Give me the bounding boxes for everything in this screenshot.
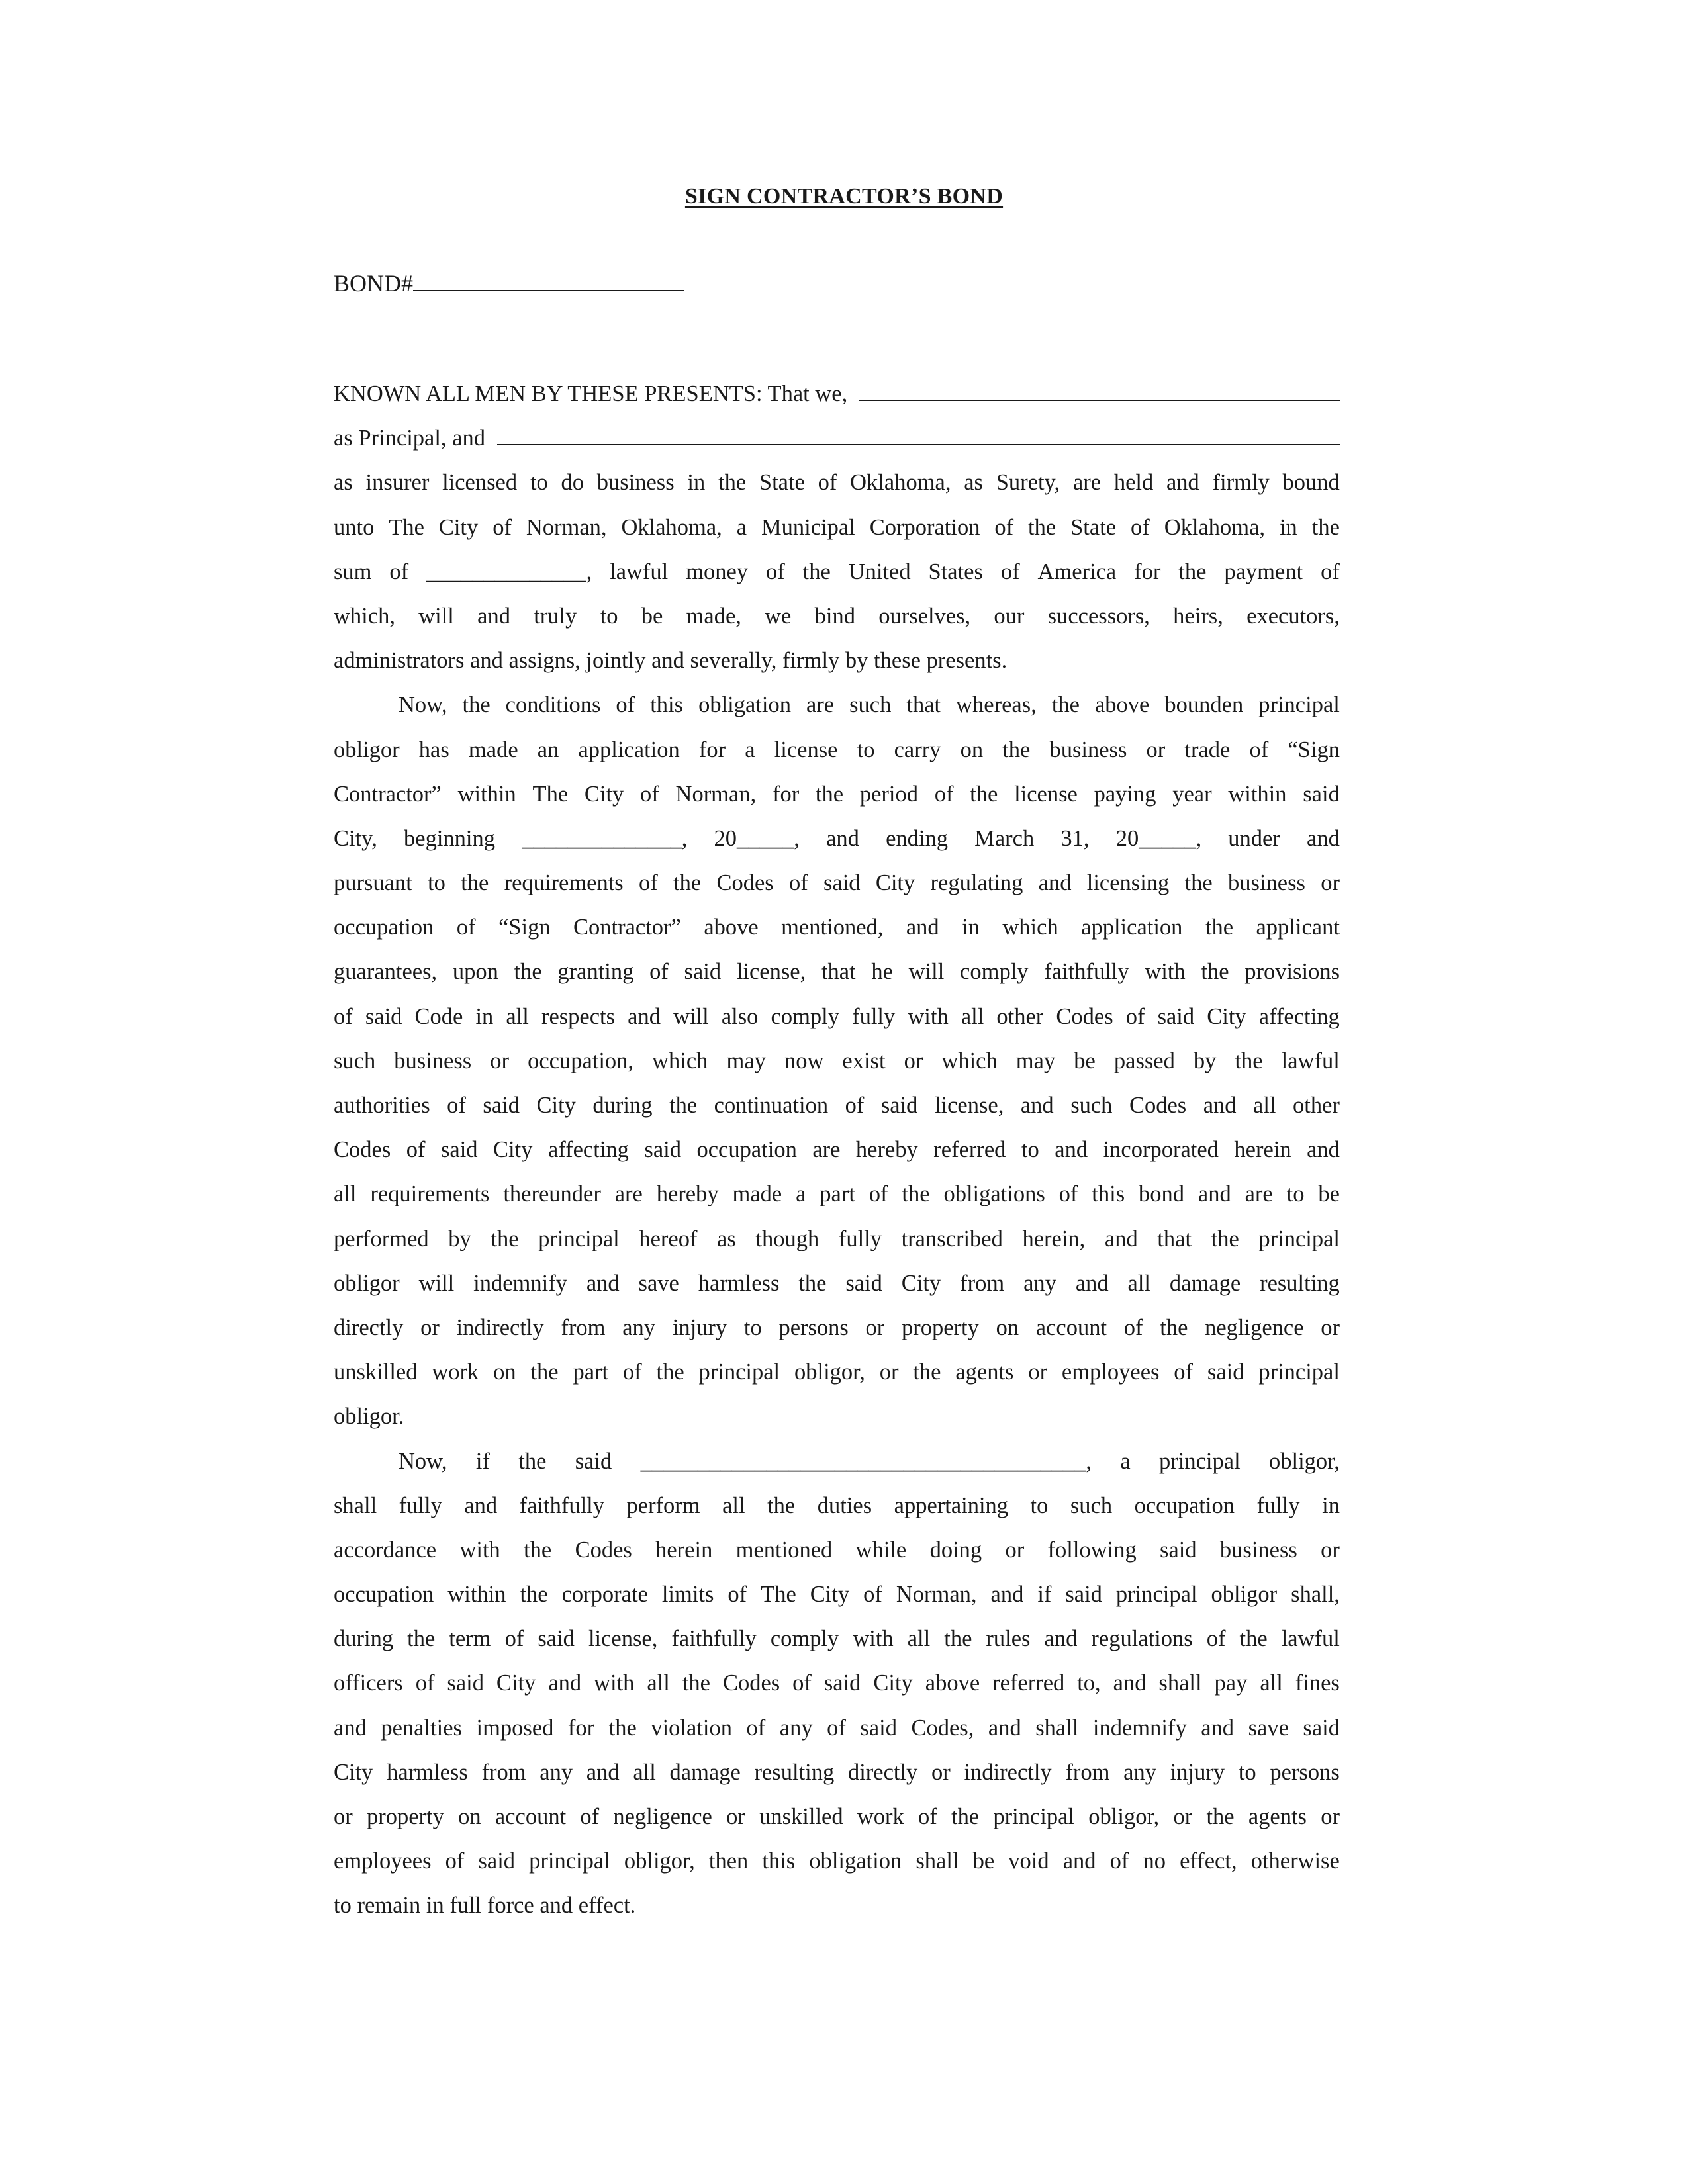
p3-line: Now, if the said _______________________________________, a principal obligor, — [399, 1448, 1340, 1474]
p3-line: officers of said City and with all the Codes of said City above referred to, and shall pay all fines — [334, 1670, 1340, 1696]
p3-line: occupation within the corporate limits of The City of Norman, and if said principal obligor shall, — [334, 1582, 1340, 1608]
p2-line: guarantees, upon the granting of said license, that he will comply faithfully with the provisions — [334, 959, 1340, 985]
paragraph-2 — [334, 683, 1340, 1439]
p2-line: directly or indirectly from any injury to persons or property on account of the negligence or — [334, 1314, 1340, 1340]
document-body — [334, 372, 1340, 1929]
p2-line: obligor has made an application for a license to carry on the business or trade of “Sign — [334, 737, 1340, 762]
p3-line: shall fully and faithfully perform all the duties appertaining to such occupation fully in — [334, 1492, 1340, 1518]
p2-line: occupation of “Sign Contractor” above mentioned, and in which application the applicant — [334, 915, 1340, 940]
p2-line: obligor. — [334, 1404, 404, 1430]
p2-line: of said Code in all respects and will also comply fully with all other Codes of said City affecting — [334, 1003, 1340, 1029]
p2-line: unskilled work on the part of the principal obligor, or the agents or employees of said principal — [334, 1359, 1340, 1385]
intro-text-2: as Principal, and — [334, 426, 485, 451]
p2-line: obligor will indemnify and save harmless the said City from any and all damage resulting — [334, 1270, 1340, 1296]
principal-name-blank[interactable] — [859, 380, 1340, 401]
p2-line: pursuant to the requirements of the Codes of said City regulating and licensing the business or — [334, 870, 1340, 896]
intro-line-2 — [334, 416, 1340, 461]
p2-line: performed by the principal hereof as though fully transcribed herein, and that the principal — [334, 1226, 1340, 1251]
intro-line-1 — [334, 372, 1340, 416]
p2-line: all requirements thereunder are hereby made a part of the obligations of this bond and are to be — [334, 1181, 1340, 1207]
p2-line: authorities of said City during the continuation of said license, and such Codes and all other — [334, 1093, 1340, 1118]
intro-text-1: KNOWN ALL MEN BY THESE PRESENTS: That we, — [334, 381, 848, 406]
paragraph-3 — [334, 1439, 1340, 1929]
bond-number-line — [334, 269, 684, 297]
p1-line: sum of ______________, lawful money of the United States of America for the payment of — [334, 559, 1340, 584]
p1-line: unto The City of Norman, Oklahoma, a Municipal Corporation of the State of Oklahoma, in the — [334, 514, 1340, 540]
p1-line: which, will and truly to be made, we bind ourselves, our successors, heirs, executors, — [334, 603, 1340, 629]
p2-line: City, beginning ______________, 20_____, and ending March 31, 20_____, under and — [334, 825, 1340, 851]
p2-line: Contractor” within The City of Norman, for the period of the license paying year within said — [334, 781, 1340, 807]
p2-line: Now, the conditions of this obligation are such that whereas, the above bounden principal — [399, 692, 1340, 718]
document-title: SIGN CONTRACTOR’S BOND — [684, 184, 1004, 208]
p1-line: administrators and assigns, jointly and severally, firmly by these presents. — [334, 648, 1008, 674]
p3-line: and penalties imposed for the violation of any of said Codes, and shall indemnify and save said — [334, 1715, 1340, 1741]
p2-line: Codes of said City affecting said occupation are hereby referred to and incorporated herein and — [334, 1137, 1340, 1163]
p3-line: to remain in full force and effect. — [334, 1893, 636, 1919]
p3-line: accordance with the Codes herein mentioned while doing or following said business or — [334, 1537, 1340, 1563]
p1-line: as insurer licensed to do business in the State of Oklahoma, as Surety, are held and firmly bound — [334, 470, 1340, 496]
p3-line: City harmless from any and all damage resulting directly or indirectly from any injury to persons — [334, 1759, 1340, 1785]
bond-number-blank[interactable] — [413, 270, 684, 291]
bond-number-label: BOND# — [334, 270, 414, 296]
p2-line: such business or occupation, which may now exist or which may be passed by the lawful — [334, 1048, 1340, 1073]
p3-line: or property on account of negligence or unskilled work of the principal obligor, or the agents or — [334, 1804, 1340, 1829]
p3-line: during the term of said license, faithfully comply with all the rules and regulations of the lawful — [334, 1626, 1340, 1652]
surety-name-blank[interactable] — [497, 424, 1340, 445]
paragraph-1 — [334, 461, 1340, 683]
p3-line: employees of said principal obligor, then this obligation shall be void and of no effect, otherwise — [334, 1848, 1340, 1874]
